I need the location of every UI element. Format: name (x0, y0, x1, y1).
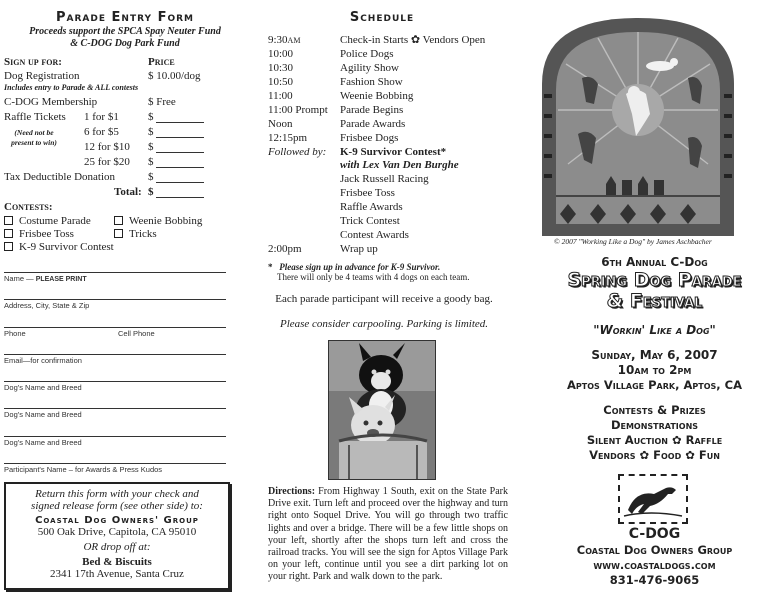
cdog-logo (618, 474, 688, 524)
dog2-field[interactable] (4, 395, 226, 419)
form-subtitle-1: Proceeds support the SPCA Spay Neuter Fund (29, 26, 221, 37)
feature-line-2: Demonstrations (610, 418, 699, 432)
donation-label: Tax Deductible Donation (4, 171, 116, 183)
raffle-option-2: 6 for $5 (84, 126, 119, 138)
footer-org: Coastal Dog Owners Group (576, 543, 733, 557)
signup-header: Sign up for: (4, 56, 62, 68)
feature-line-3: Silent Auction ✿ Raffle (586, 433, 723, 447)
return-box (4, 482, 230, 590)
carpool-note: Please consider carpooling. Parking is limited. (279, 318, 489, 330)
art-credit: © 2007 "Working Like a Dog" by James Aschbacher (554, 237, 712, 246)
name-field[interactable] (4, 259, 226, 283)
event-panel (532, 0, 777, 600)
address-field-label: Address, City, State & Zip (4, 301, 90, 310)
raffle-4-dollar: $ (148, 156, 154, 168)
dog3-field-label: Dog's Name and Breed (4, 438, 82, 447)
event-title-1: Spring Dog Parade (567, 269, 742, 291)
footer-phone: 831-476-9065 (609, 573, 700, 587)
dog-registration-price: $ 10.00/dog (148, 70, 201, 82)
event-edition: 6th Annual C-Dog (601, 255, 708, 269)
return-line-1: Return this form with your check and (35, 488, 199, 500)
footer-web[interactable]: www.coastaldogs.com (593, 558, 716, 572)
membership-label: C-DOG Membership (4, 96, 98, 108)
dog-registration-label: Dog Registration (4, 70, 80, 82)
directions-label: Directions: (268, 486, 316, 497)
return-line-2: signed release form (see other side) to: (31, 500, 203, 512)
return-org: Coastal Dog Owners' Group (35, 515, 199, 526)
event-tagline: "Workin' Like a Dog" (593, 323, 716, 337)
contest-weenie-bobbing[interactable]: Weenie Bobbing (114, 215, 202, 227)
total-amount-field[interactable] (156, 197, 204, 198)
dog1-field-label: Dog's Name and Breed (4, 383, 82, 392)
event-date: Sunday, May 6, 2007 (591, 348, 718, 362)
donation-dollar: $ (148, 171, 154, 183)
email-field-label: Email—for confirmation (4, 356, 82, 365)
schedule-footnote: * Please sign up in advance for K-9 Survivor. There will only be 4 teams with 4 dogs on each team. (268, 262, 470, 282)
raffle-note-1: (Need not be (14, 128, 54, 137)
participant-field[interactable] (4, 450, 226, 474)
phone-field[interactable] (4, 314, 226, 338)
feature-line-4: Vendors ✿ Food ✿ Fun (589, 448, 720, 462)
raffle-label: Raffle Tickets (4, 111, 66, 123)
total-label: Total: (114, 186, 142, 198)
form-title: Parade Entry Form (56, 10, 194, 25)
raffle-3-dollar: $ (148, 141, 154, 153)
dog-art-image (538, 14, 738, 236)
checkbox-icon[interactable] (114, 216, 123, 225)
raffle-option-4: 25 for $20 (84, 156, 130, 168)
feature-line-1: Contests & Prizes (603, 403, 706, 417)
return-or: OR drop off at: (83, 541, 151, 553)
raffle-4-amount-field[interactable] (156, 167, 204, 168)
raffle-option-3: 12 for $10 (84, 141, 130, 153)
directions (268, 486, 508, 584)
checkbox-icon[interactable] (4, 216, 13, 225)
raffle-1-amount-field[interactable] (156, 122, 204, 123)
contests-header: Contests: (4, 201, 53, 213)
price-header: Price (148, 56, 175, 68)
dog1-field[interactable] (4, 368, 226, 392)
checkbox-icon[interactable] (4, 242, 13, 251)
event-artwork (538, 14, 738, 236)
name-field-label: Name — PLEASE PRINT (4, 274, 87, 283)
address-field[interactable] (4, 286, 226, 310)
participant-field-label: Participant's Name – for Awards & Press Kudos (4, 465, 163, 474)
donation-amount-field[interactable] (156, 182, 204, 183)
dog3-field[interactable] (4, 423, 226, 447)
goody-bag-note: Each parade participant will receive a goody bag. (275, 293, 493, 305)
total-dollar: $ (148, 186, 154, 198)
phone-field-label: Phone (4, 329, 26, 338)
directions-text: From Highway 1 South, exit on the State Park Drive exit. Turn left and proceed over the highway and turn right onto Soquel Drive. You will go through two traffic lights and over a bridge. There will be a few little shops on your left, shortly after the shops turn left and cross the railroad tracks. You will see the sign for Aptos Village Park on your left, continue until you see a dirt parking lot on your right. Park and walk down to the park. (268, 486, 508, 583)
contest-costume-parade[interactable]: Costume Parade (4, 215, 91, 227)
raffle-1-dollar: $ (148, 111, 154, 123)
raffle-3-amount-field[interactable] (156, 152, 204, 153)
checkbox-icon[interactable] (4, 229, 13, 238)
logo-text: C-DOG (628, 526, 681, 542)
email-field[interactable] (4, 341, 226, 365)
event-time: 10am to 2pm (617, 363, 692, 377)
dogs-photo (328, 340, 436, 480)
checkbox-icon[interactable] (114, 229, 123, 238)
jumping-dog-icon (620, 476, 686, 522)
store-name: Bed & Biscuits (82, 556, 152, 568)
cell-field-label: Cell Phone (118, 329, 155, 338)
contest-k9-survivor[interactable]: K-9 Survivor Contest (4, 241, 114, 253)
schedule-panel: Schedule 9:30am Check-in Starts ✿ Vendors Open 10:00 Police Dogs 10:30 Agility Show 10:50 Fashion Show 11:00 Weenie Bobbing 11:00 Prompt Parade Begins Noon Parade Awards 12:15pm Frisbee Dogs Followed by: K-9 Survivor Contest* with Lex Van Den Burghe Jack Russell Racing Frisbee Toss Raffle Awards Trick Contest Contest Awards 2:00pm Wrap up * Please sign up in advance for K-9 Survivor. There will only be 4 teams with 4 dogs on each team. Each parade participant will receive a goody bag. Please consider carpooling. Parking is limited. Directions: From Highway 1 South, exit on the State Park Drive exit. Turn left and proceed over the highway and turn right onto Soquel Drive. You will go through two traffic lights and over a bridge. There will be a few little shops on your left, shortly after the shops turn left and cross the railroad tracks. You will see the sign for Aptos Village Park on your left, continue until you see a dirt parking lot on your right. Park and walk down to the park. (262, 0, 510, 600)
dog2-field-label: Dog's Name and Breed (4, 410, 82, 419)
registration-note: Includes entry to Parade & ALL contests (4, 83, 139, 92)
raffle-option-1: 1 for $1 (84, 111, 119, 123)
schedule-title: Schedule (349, 10, 415, 25)
dogs-photo-image (329, 341, 436, 480)
contest-tricks[interactable]: Tricks (114, 228, 157, 240)
membership-price: $ Free (148, 96, 176, 108)
event-location: Aptos Village Park, Aptos, CA (567, 378, 742, 392)
raffle-2-amount-field[interactable] (156, 137, 204, 138)
raffle-2-dollar: $ (148, 126, 154, 138)
entry-form-panel (0, 0, 258, 600)
contest-frisbee-toss[interactable]: Frisbee Toss (4, 228, 74, 240)
raffle-note-2: present to win) (11, 138, 57, 147)
form-subtitle-2: & C-DOG Dog Park Fund (70, 38, 180, 49)
event-title-2: & Festival (606, 290, 703, 312)
store-address: 2341 17th Avenue, Santa Cruz (50, 568, 184, 580)
return-address: 500 Oak Drive, Capitola, CA 95010 (37, 526, 197, 538)
